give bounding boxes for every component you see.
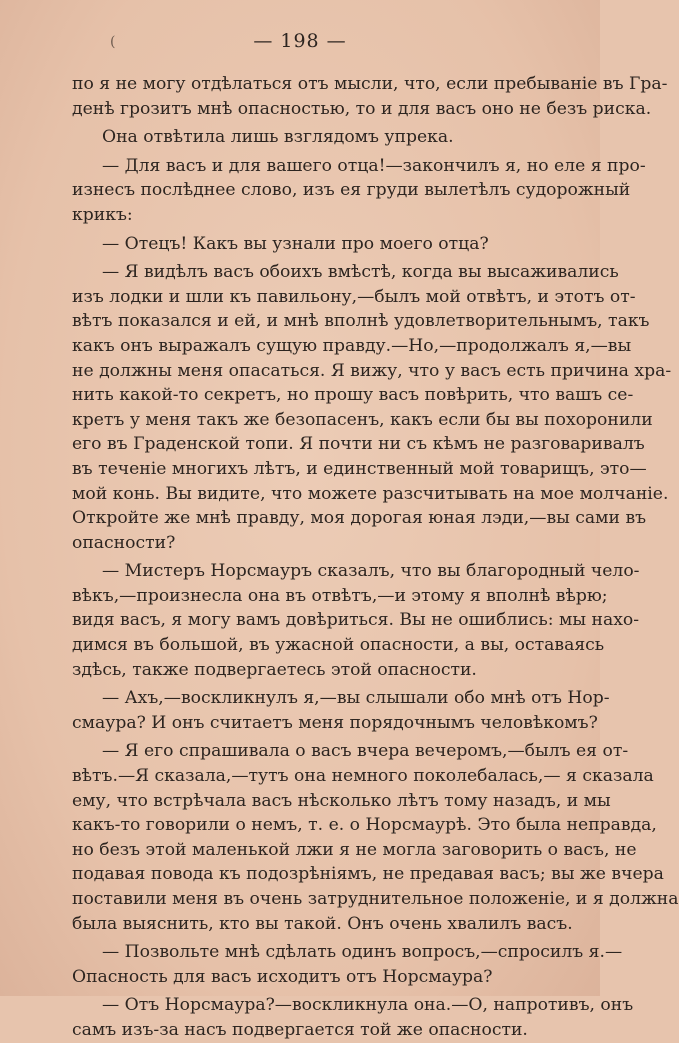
text-line: — Мистеръ Норсмауръ сказалъ, что вы благородный чело- xyxy=(102,561,640,582)
text-line: вѣтъ показался и ей, и мнѣ вполнѣ удовлетворительнымъ, такъ xyxy=(72,311,650,332)
text-line: крикъ: xyxy=(72,204,133,225)
text-line: денѣ грозитъ мнѣ опасностью, то и для васъ оно не безъ риска. xyxy=(72,98,652,119)
body-text xyxy=(72,72,679,1043)
text-line: — Для васъ и для вашего отца!—закончилъ я, но еле я про- xyxy=(102,155,646,176)
text-line: нить какой-то секретъ, но прошу васъ повѣрить, что вашъ се- xyxy=(72,385,634,406)
paragraph xyxy=(72,72,668,121)
text-line: — Отецъ! Какъ вы узнали про моего отца? xyxy=(102,233,489,254)
text-line: но безъ этой маленькой лжи я не могла заговорить о васъ, не xyxy=(72,839,637,860)
paragraph xyxy=(72,686,610,735)
text-line: поставили меня въ очень затруднительное положеніе, и я должна xyxy=(72,889,679,909)
text-line: изъ лодки и шли къ павильону,—былъ мой отвѣтъ, и этотъ от- xyxy=(72,286,636,307)
margin-mark: ( xyxy=(110,34,116,50)
text-line: мой конь. Вы видите, что можете разсчитывать на мое молчаніе. xyxy=(72,483,669,504)
text-line: была выяснить, кто вы такой. Онъ очень хвалилъ васъ. xyxy=(72,913,573,934)
text-line: вѣкъ,—произнесла она въ отвѣтъ,—и этому я вполнѣ вѣрю; xyxy=(72,585,608,606)
paragraph xyxy=(72,260,672,555)
text-line: вѣтъ.—Я сказала,—тутъ она немного поколебалась,— я сказала xyxy=(72,766,654,787)
text-line: изнесъ послѣднее слово, изъ ея груди вылетѣлъ судорожный xyxy=(72,180,631,201)
text-line: Опасность для васъ исходитъ отъ Норсмаура? xyxy=(72,966,493,987)
text-line: какъ-то говорили о немъ, т. е. о Норсмаурѣ. Это была неправда, xyxy=(72,815,657,836)
text-line: въ теченіе многихъ лѣтъ, и единственный мой товарищъ, это— xyxy=(72,458,647,479)
text-line: кретъ у меня такъ же безопасенъ, какъ если бы вы похоронили xyxy=(72,409,653,430)
text-line: какъ онъ выражалъ сущую правду.—Но,—продолжалъ я,—вы xyxy=(72,335,632,356)
text-line: самъ изъ-за насъ подвергается той же опасности. xyxy=(72,1019,528,1040)
text-line: опасности? xyxy=(72,532,176,553)
text-line: димся въ большой, въ ужасной опасности, а вы, оставаясь xyxy=(72,635,605,656)
text-line: — Я видѣлъ васъ обоихъ вмѣстѣ, когда вы высаживались xyxy=(102,262,619,283)
text-line: — Позвольте мнѣ сдѣлать одинъ вопросъ,—спросилъ я.— xyxy=(102,942,623,963)
text-line: не должны меня опасаться. Я вижу, что у васъ есть причина хра- xyxy=(72,360,672,381)
text-line: ему, что встрѣчала васъ нѣсколько лѣтъ тому назадъ, и мы xyxy=(72,790,611,811)
text-line: — Отъ Норсмаура?—воскликнула она.—О, напротивъ, онъ xyxy=(102,995,634,1016)
paragraph xyxy=(72,125,558,150)
text-line: смаура? И онъ считаетъ меня порядочнымъ человѣкомъ? xyxy=(72,712,598,733)
paragraph xyxy=(72,559,640,682)
paragraph xyxy=(72,993,634,1042)
text-line: здѣсь, также подвергаетесь этой опасности. xyxy=(72,659,477,680)
text-line: Она отвѣтила лишь взглядомъ упрека. xyxy=(102,127,454,148)
text-line: подавая повода къ подозрѣніямъ, не предавая васъ; вы же вчера xyxy=(72,864,664,885)
text-line: Откройте же мнѣ правду, моя дорогая юная лэди,—вы сами въ xyxy=(72,508,647,529)
page-number: — 198 — xyxy=(253,30,347,52)
paragraph xyxy=(72,154,646,228)
paragraph xyxy=(72,739,679,936)
text-line: его въ Граденской топи. Я почти ни съ кѣмъ не разговаривалъ xyxy=(72,434,645,455)
text-line: — Я его спрашивала о васъ вчера вечеромъ,—былъ ея от- xyxy=(102,741,629,762)
paragraph xyxy=(72,232,558,257)
text-line: по я не могу отдѣлаться отъ мысли, что, если пребываніе въ Гра- xyxy=(72,74,668,94)
text-line: — Ахъ,—воскликнулъ я,—вы слышали обо мнѣ отъ Нор- xyxy=(102,688,610,709)
text-line: видя васъ, я могу вамъ довѣриться. Вы не ошиблись: мы нахо- xyxy=(72,610,640,631)
paragraph xyxy=(72,940,623,989)
